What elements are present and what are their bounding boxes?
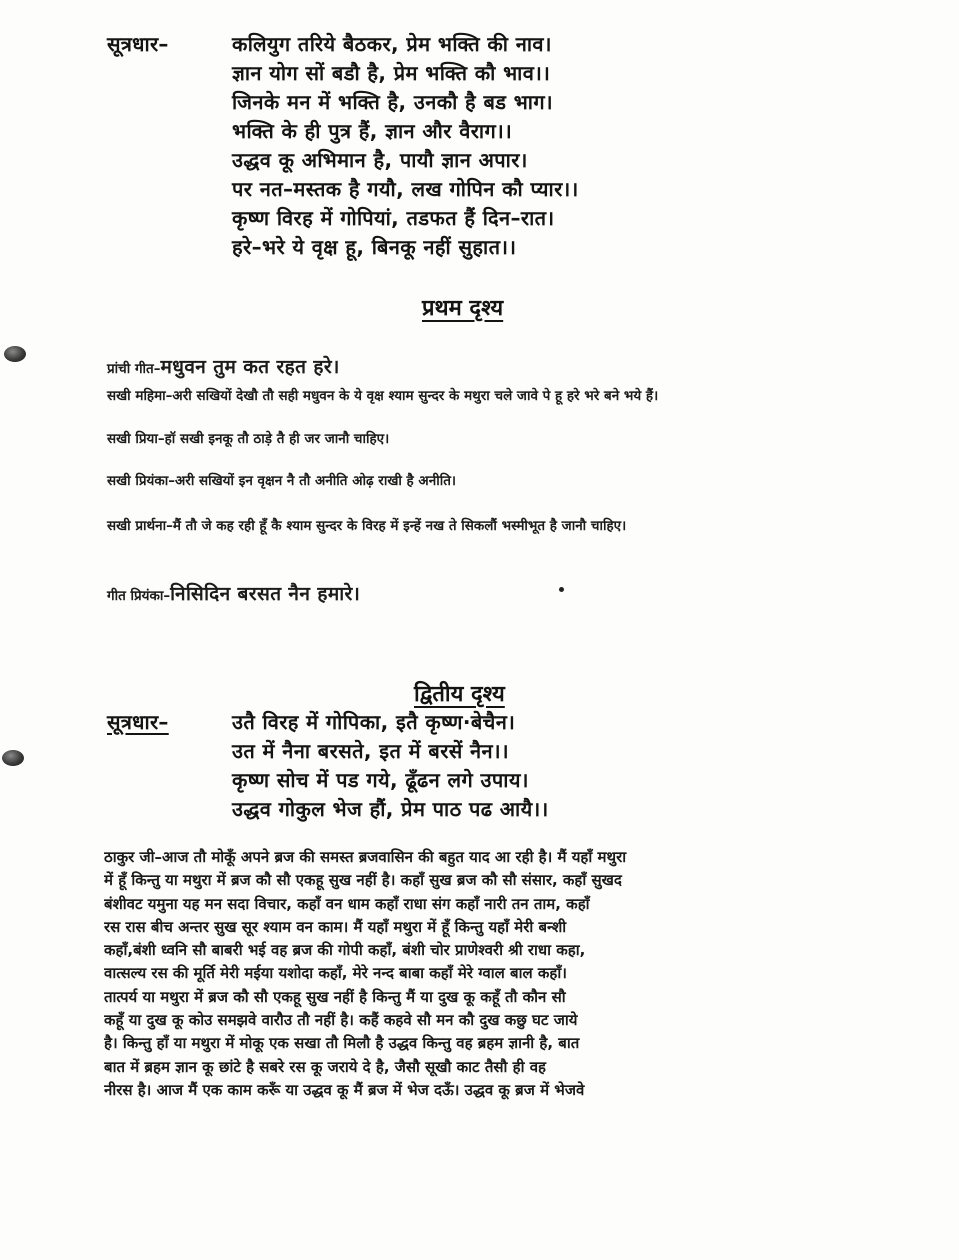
- verse-line: उत में नैना बरसते, इत में बरसें नैन।।: [232, 739, 510, 763]
- paragraph-line: है। किन्तु हॉं या मथुरा में मोकू एक सखा तौ मिलौ है उद्धव किन्तु वह ब्रहम ज्ञानी है, बात: [104, 1034, 580, 1053]
- paragraph-line: कहॉं,बंशी ध्वनि सौ बाबरी भई वह ब्रज की गोपी कहॉं, बंशी चोर प्राणेश्वरी श्री राधा कहा,: [104, 941, 586, 960]
- verse-line: उद्धव कू अभिमान है, पायौ ज्ञान अपार।: [232, 148, 528, 172]
- paragraph-line: तात्पर्य या मथुरा में ब्रज कौ सौ एकहू सुख नहीं है किन्तु मैं या दुख कू कहूँ तौ कौन सौ: [104, 987, 566, 1006]
- paragraph-line: ठाकुर जी–आज तौ मोकूँ अपने ब्रज की समस्त ब्रजवासिन की बहुत याद आ रही है। मैं यहॉं मथुरा: [104, 848, 627, 866]
- dialogue-line: सखी प्रिया–हॉ सखी इनकू तौ ठाड़े तै ही जर जानौ चाहिए।: [107, 431, 390, 447]
- dialogue-line: [107, 583, 842, 607]
- paragraph-line: बंशीवट यमुना यह मन सदा विचार, कहॉं वन धाम कहॉं राधा संग कहॉं नारी तन ताम, कहॉं: [104, 894, 590, 913]
- verse-line: उतै विरह में गोपिका, इतै कृष्ण·बेचैन।: [232, 710, 516, 734]
- paragraph-line: में हूँ किन्तु या मथुरा में ब्रज कौ सौ एकहू सुख नहीं है। कहॉं सुख ब्रज कौ सौ संसार, कहॉं सुखद: [104, 871, 622, 890]
- paragraph-line: वात्सल्य रस की मूर्ति मेरी मईया यशोदा कहॉं, मेरे नन्द बाबा कहॉं मेरे ग्वाल बाल कहॉं।: [104, 964, 567, 983]
- dialogue-line: [107, 356, 842, 380]
- verse-line: पर नत–मस्तक है गयौ, लख गोपिन कौ प्यार।।: [232, 177, 579, 201]
- paragraph-line: रस रास बीच अन्तर सुख सूर श्याम वन काम। मैं यहॉं मथुरा में हूँ किन्तु यहॉं मेरी बन्शी: [104, 917, 567, 936]
- paragraph-line: बात में ब्रहम ज्ञान कू छांटे है सबरे रस कू जराये दे है, जैसौ सूखौ काट तैसौ ही वह: [104, 1057, 546, 1076]
- song-title: निसिदिन बरसत नैन हमारे।: [170, 583, 361, 605]
- dialogue-prefix: गीत प्रियंका–: [107, 588, 171, 604]
- verse-line: जिनके मन में भक्ति है, उनकौ है बड भाग।: [232, 90, 554, 114]
- scene2-speaker-label: सूत्रधार–: [107, 710, 169, 734]
- scene2-title: द्वितीय दृश्य: [414, 682, 505, 707]
- paragraph-line: नीरस है। आज मैं एक काम करूँ या उद्धव कू मैं ब्रज में भेज दऊँ। उद्धव कू ब्रज में भेजवे: [104, 1080, 585, 1099]
- verse-line: ज्ञान योग सों बडौ है, प्रेम भक्ति कौ भाव।।: [232, 61, 551, 85]
- verse-line: भक्ति के ही पुत्र हैं, ज्ञान और वैराग।।: [232, 119, 513, 143]
- scene2-verse: [232, 708, 752, 824]
- dialogue-line: सखी प्रार्थना–मैं तौ जे कह रही हूँ कै श्याम सुन्दर के विरह में इन्हें नख ते सिकलौं भस्मीभूत है जानौ चाहिए।: [107, 518, 627, 534]
- ink-speck: [559, 587, 564, 592]
- verse-line: हरे–भरे ये वृक्ष हू, बिनकू नहीं सुहात।।: [232, 235, 517, 259]
- scene1-title: प्रथम दृश्य: [422, 296, 504, 321]
- verse-line: कृष्ण विरह में गोपियां, तडफत हैं दिन–रात।: [232, 206, 555, 230]
- verse-line: कलियुग तरिये बैठकर, प्रेम भक्ति की नाव।: [232, 32, 552, 56]
- dialogue-prefix: प्रांची गीत–: [107, 361, 161, 377]
- verse-line: कृष्ण सोच में पड गये, ढूँढन लगे उपाय।: [232, 768, 529, 792]
- song-title: मधुवन तुम कत रहत हरे।: [160, 356, 340, 378]
- dialogue-line: सखी महिमा–अरी सखियों देखौ तौ सही मधुवन के ये वृक्ष श्याम सुन्दर के मथुरा चले जावे पे हू हरे भरे बने भये हैं।: [107, 388, 659, 404]
- punch-hole-mark: [4, 346, 26, 362]
- intro-verse: [232, 30, 752, 262]
- paragraph-line: कहूँ या दुख कू कोउ समझवे वारौउ तौ नहीं है। कहैं कहवे सौ मन कौ दुख कछु घट जाये: [104, 1011, 578, 1030]
- punch-hole-mark: [2, 750, 24, 766]
- thakur-ji-monologue: [104, 846, 852, 1102]
- verse-line: उद्धव गोकुल भेज हौं, प्रेम पाठ पढ आयै।।: [232, 797, 549, 821]
- dialogue-line: सखी प्रियंका–अरी सखियों इन वृक्षन नै तौ अनीति ओढ़ राखी है अनीति।: [107, 473, 457, 489]
- intro-speaker-label: सूत्रधार–: [107, 32, 169, 56]
